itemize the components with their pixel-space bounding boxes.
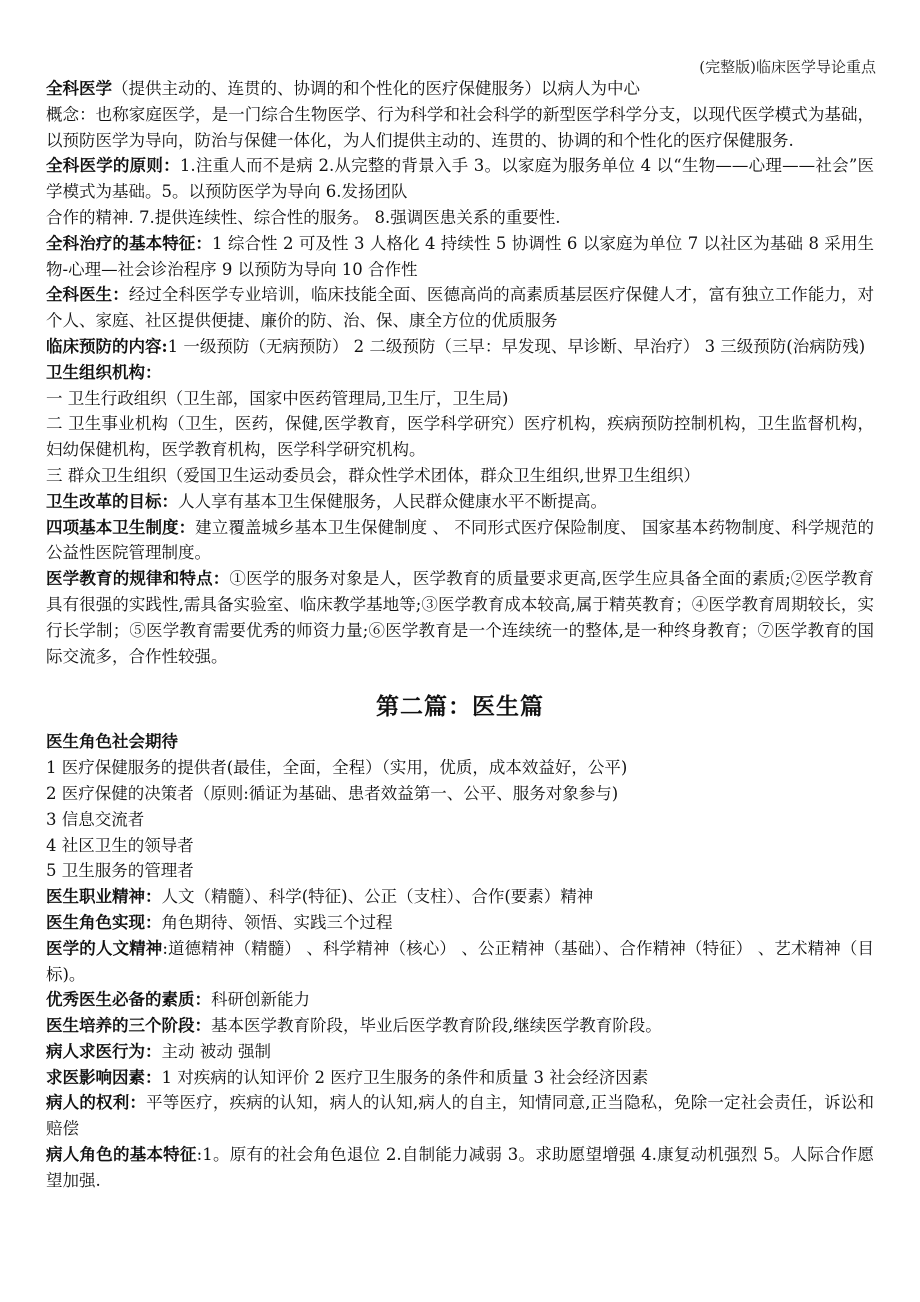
paragraph-text: 主动 被动 强制 xyxy=(161,1041,271,1061)
paragraph xyxy=(46,1090,874,1142)
paragraph xyxy=(46,566,874,669)
term-label: 医学的人文精神 xyxy=(46,938,163,958)
paragraph xyxy=(46,833,874,859)
paragraph-text: 平等医疗，疾病的认知，病人的认知,病人的自主，知情同意,正当隐私，免除一定社会责任，诉讼和赔偿 xyxy=(46,1093,875,1139)
section-two xyxy=(46,729,874,1193)
term-label: 卫生组织机构： xyxy=(46,362,162,382)
paragraph xyxy=(46,936,874,988)
term-label: 全科治疗的基本特征： xyxy=(46,233,212,253)
term-label: 四项基本卫生制度： xyxy=(46,517,196,537)
paragraph-text: ①医学的服务对象是人，医学教育的质量要求更高,医学生应具备全面的素质;②医学教育具有很强的实践性,需具备实验室、临床教学基地等;③医学教育成本较高,属于精英教育；④医学教育周期较长，实行长学制；⑤医学教育需要优秀的师资力量;⑥医学教育是一个连续统一的整体,是一种终身教育；⑦医学教育的国际交流多，合作性较强。 xyxy=(46,569,875,666)
term-label: 全科医学的原则： xyxy=(46,156,180,176)
paragraph xyxy=(46,781,874,807)
paragraph xyxy=(46,910,874,936)
paragraph xyxy=(46,515,874,567)
paragraph-text: 4 社区卫生的领导者 xyxy=(46,835,194,855)
paragraph-text: :1。原有的社会角色退位 2.自制能力减弱 3。求助愿望增强 4.康复动机强烈 5。人际合作愿望加强. xyxy=(46,1145,874,1190)
paragraph xyxy=(46,102,874,154)
term-label: 医生角色社会期待 xyxy=(46,732,178,752)
document-body xyxy=(46,76,874,1194)
paragraph xyxy=(46,153,874,205)
term-label: 优秀医生必备的素质： xyxy=(46,990,211,1010)
paragraph-text: 人文（精髓）、科学(特征)、公正（支柱）、合作(要素）精神 xyxy=(161,887,594,907)
paragraph xyxy=(46,755,874,781)
paragraph xyxy=(46,282,874,334)
term-label: 医生培养的三个阶段： xyxy=(46,1016,211,1036)
term-label: 求医影响因素： xyxy=(46,1067,162,1087)
term-label: 医生角色实现： xyxy=(46,912,162,932)
paragraph xyxy=(46,463,874,489)
paragraph-text: 概念：也称家庭医学，是一门综合生物医学、行为科学和社会科学的新型医学科学分支，以现代医学模式为基础，以预防医学为导向，防治与保健一体化，为人们提供主动的、连贯的、协调的和个性化的医疗保健服务. xyxy=(46,104,874,150)
paragraph xyxy=(46,807,874,833)
paragraph-text: （提供主动的、连贯的、协调的和个性化的医疗保健服务）以病人为中心 xyxy=(112,79,640,98)
paragraph-text: 人人享有基本卫生保健服务，人民群众健康水平不断提高。 xyxy=(178,491,607,511)
paragraph xyxy=(46,1065,874,1091)
paragraph-text: 建立覆盖城乡基本卫生保健制度 、 不同形式医疗保险制度、 国家基本药物制度、科学规范的公益性医院管理制度。 xyxy=(46,517,874,563)
term-label: 病人求医行为： xyxy=(46,1041,162,1061)
term-label: 全科医学 xyxy=(46,79,112,98)
paragraph-text: 1 对疾病的认知评价 2 医疗卫生服务的条件和质量 3 社会经济因素 xyxy=(161,1067,649,1087)
term-label: 全科医生： xyxy=(46,285,129,305)
paragraph-text: 三 群众卫生组织（爱国卫生运动委员会，群众性学术团体，群众卫生组织,世界卫生组织） xyxy=(46,465,700,485)
paragraph xyxy=(46,205,874,231)
paragraph xyxy=(46,360,874,386)
paragraph-text: 1.注重人而不是病 2.从完整的背景入手 3。以家庭为服务单位 4 以“生物——心理——社会”医学模式为基础。5。以预防医学为导向 6.发扬团队 xyxy=(46,156,874,202)
paragraph-text: 合作的精神. 7.提供连续性、综合性的服务。 8.强调医患关系的重要性. xyxy=(46,207,561,227)
term-label: 临床预防的内容: xyxy=(46,336,168,356)
paragraph-text: 5 卫生服务的管理者 xyxy=(46,861,194,881)
paragraph xyxy=(46,1013,874,1039)
paragraph xyxy=(46,987,874,1013)
term-label: 卫生改革的目标： xyxy=(46,491,178,511)
section-one xyxy=(46,76,874,669)
paragraph-text: 经过全科医学专业培训，临床技能全面、医德高尚的高素质基层医疗保健人才，富有独立工作能力，对个人、家庭、社区提供便捷、廉价的防、治、保、康全方位的优质服务 xyxy=(46,285,875,331)
paragraph-text: 1 一级预防（无病预防） 2 二级预防（三早：早发现、早诊断、早治疗） 3 三级预防(治病防残) xyxy=(167,336,866,356)
paragraph xyxy=(46,76,874,102)
paragraph xyxy=(46,858,874,884)
term-label: 病人的权利： xyxy=(46,1093,147,1113)
paragraph xyxy=(46,231,874,283)
page-header: (完整版)临床医学导论重点 xyxy=(699,58,876,76)
term-label: 医生职业精神： xyxy=(46,887,162,907)
paragraph-text: 3 信息交流者 xyxy=(46,809,145,829)
paragraph xyxy=(46,411,874,463)
paragraph-text: 基本医学教育阶段，毕业后医学教育阶段,继续医学教育阶段。 xyxy=(211,1016,662,1036)
paragraph-text: 1 综合性 2 可及性 3 人格化 4 持续性 5 协调性 6 以家庭为单位 7 以社区为基础 8 采用生物-心理—社会诊治程序 9 以预防为导向 10 合作性 xyxy=(46,233,875,279)
paragraph xyxy=(46,334,874,360)
paragraph-text: 角色期待、领悟、实践三个过程 xyxy=(161,912,393,932)
paragraph xyxy=(46,884,874,910)
section-title: 第二篇：医生篇 xyxy=(376,693,544,721)
paragraph-text: 二 卫生事业机构（卫生，医药，保健,医学教育，医学科学研究）医疗机构，疾病预防控制机构，卫生监督机构，妇幼保健机构，医学教育机构，医学科学研究机构。 xyxy=(46,414,874,460)
paragraph-text: 科研创新能力 xyxy=(211,990,310,1010)
paragraph xyxy=(46,1142,874,1194)
paragraph xyxy=(46,489,874,515)
paragraph-text: 一 卫生行政组织（卫生部，国家中医药管理局,卫生厅，卫生局) xyxy=(46,388,509,408)
paragraph-text: 1 医疗保健服务的提供者(最佳，全面，全程）（实用，优质，成本效益好，公平) xyxy=(46,758,628,778)
paragraph xyxy=(46,386,874,412)
paragraph xyxy=(46,729,874,755)
paragraph-text: 2 医疗保健的决策者（原则:循证为基础、患者效益第一、公平、服务对象参与) xyxy=(46,783,619,803)
term-label: 医学教育的规律和特点： xyxy=(46,569,230,589)
paragraph-text: :道德精神（精髓） 、科学精神（核心） 、公正精神（基础）、合作精神（特征） 、艺术精神（目标)。 xyxy=(46,938,875,984)
term-label: 病人角色的基本特征 xyxy=(46,1145,197,1165)
paragraph xyxy=(46,1039,874,1065)
